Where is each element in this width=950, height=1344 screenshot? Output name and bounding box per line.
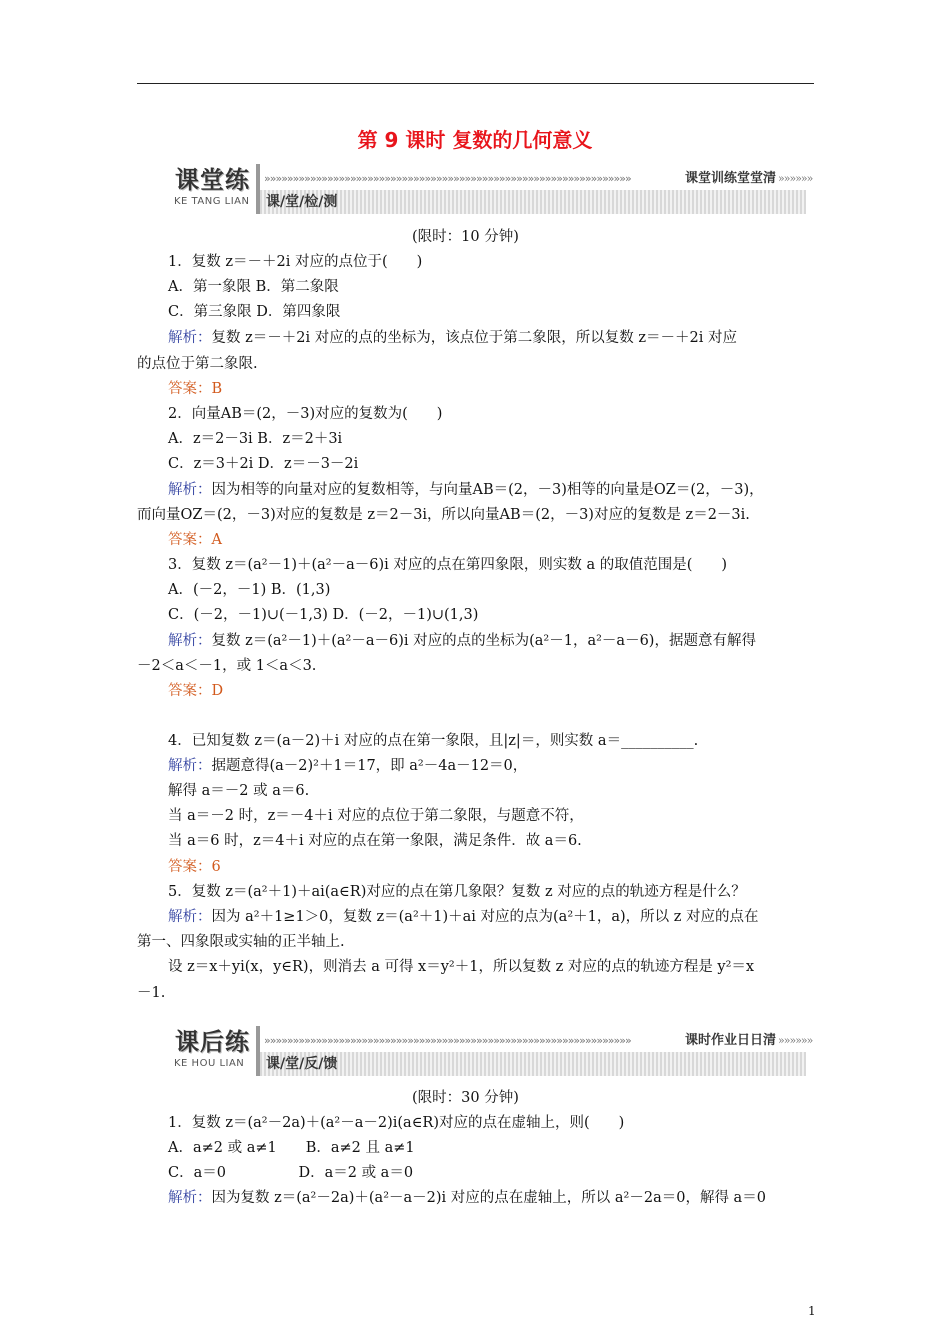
text-line	[168, 957, 754, 977]
text-line	[168, 1138, 415, 1158]
analysis-label: 解析：	[168, 909, 212, 925]
answer-label: 答案：	[168, 683, 212, 699]
text-content: 复数 z＝(a²－1)＋(a²－a－6)i 对应的点的坐标为(a²－1，a²－a－6)，据题意有解得	[211, 633, 756, 649]
text-line	[168, 731, 698, 751]
banner-sub-row	[260, 190, 806, 214]
answer-label: 答案：	[168, 859, 212, 875]
text-line	[168, 857, 221, 877]
text-line	[168, 277, 339, 297]
text-line	[137, 656, 316, 676]
text-content: A．z＝2－3i B．z＝2＋3i	[168, 431, 343, 447]
text-content: 5．复数 z＝(a²＋1)＋ai(a∈R)对应的点在第几象限？复数 z 对应的点的轨迹方程是什么？	[168, 884, 746, 900]
answer-label: 答案：	[168, 381, 212, 397]
text-line	[168, 454, 358, 474]
text-content: 当 a＝－2 时，z＝－4＋i 对应的点位于第二象限，与题意不符，	[168, 808, 584, 824]
chevron-arrows-icon: »»»»»»»»»»»»»»»»»»»»»»»»»»»»»»»»»»»»»»»»»»»»»»»»»»»»»»»»»»»»»»»»	[264, 1034, 631, 1047]
text-content: 复数 z＝－＋2i 对应的点的坐标为，该点位于第二象限，所以复数 z＝－＋2i 对应	[211, 330, 737, 346]
text-content: 据题意得(a－2)²＋1＝17，即 a²－4a－12＝0，	[211, 758, 528, 774]
text-line	[137, 354, 258, 374]
text-content: (限时：30 分钟)	[412, 1090, 519, 1106]
banner-sub-label: 课/堂/检/测	[266, 194, 338, 210]
banner-slogan: 课时作业日日清	[684, 1033, 776, 1048]
text-line	[168, 907, 759, 927]
text-line	[168, 1113, 624, 1133]
text-content: (限时：10 分钟)	[412, 229, 519, 245]
analysis-label: 解析：	[168, 1190, 212, 1206]
text-line	[412, 1088, 519, 1108]
text-line	[168, 580, 330, 600]
text-content: 因为相等的向量对应的复数相等，与向量AB＝(2，－3)相等的向量是OZ＝(2，－3)，	[211, 482, 764, 498]
text-line	[168, 1163, 413, 1183]
text-content: －2＜a＜－1，或 1＜a＜3.	[137, 658, 317, 674]
text-line	[168, 328, 737, 348]
text-line	[168, 806, 584, 826]
text-content: 当 a＝6 时，z＝4＋i 对应的点在第一象限，满足条件．故 a＝6.	[168, 833, 582, 849]
text-content: －1.	[137, 985, 166, 1001]
text-line	[137, 983, 165, 1003]
text-line	[168, 681, 223, 701]
analysis-label: 解析：	[168, 482, 212, 498]
text-line	[137, 505, 750, 525]
text-line	[168, 756, 527, 776]
banner-logo	[172, 1022, 256, 1080]
text-content: 1．复数 z＝(a²－2a)＋(a²－a－2)i(a∈R)对应的点在虚轴上，则( )	[168, 1115, 625, 1131]
text-content: A．a≠2 或 a≠1 B．a≠2 且 a≠1	[168, 1140, 415, 1156]
text-line	[168, 781, 309, 801]
text-content: A	[211, 532, 222, 548]
text-content: A．(－2，－1) B．(1,3)	[168, 582, 331, 598]
chevron-arrows-icon: »»»»»»	[778, 1034, 813, 1047]
page-title: 第 9 课时 复数的几何意义	[357, 128, 593, 152]
banner-logo-text: 课堂练	[175, 166, 250, 194]
text-content: 1．复数 z＝－＋2i 对应的点位于( )	[168, 254, 423, 270]
banner-logo-pinyin: KE HOU LIAN	[174, 1058, 245, 1069]
analysis-label: 解析：	[168, 633, 212, 649]
text-line	[168, 302, 340, 322]
banner-top-row	[264, 1032, 813, 1050]
banner-kehoulian	[172, 1022, 813, 1082]
chevron-arrows-icon: »»»»»»»»»»»»»»»»»»»»»»»»»»»»»»»»»»»»»»»»»»»»»»»»»»»»»»»»»»»»»»»»	[264, 172, 631, 185]
banner-top-row	[264, 170, 813, 188]
page-number: 1	[808, 1304, 816, 1318]
text-line	[168, 882, 746, 902]
answer-label: 答案：	[168, 532, 212, 548]
banner-slogan: 课堂训练堂堂清	[684, 171, 776, 186]
banner-sub-label: 课/堂/反/馈	[266, 1056, 338, 1072]
analysis-label: 解析：	[168, 330, 212, 346]
text-line	[168, 252, 422, 272]
banner-logo-pinyin: KE TANG LIAN	[174, 196, 250, 207]
text-content: 解得 a＝－2 或 a＝6.	[168, 783, 310, 799]
text-line	[137, 932, 345, 952]
text-line	[412, 227, 519, 247]
text-content: 而向量OZ＝(2，－3)对应的复数是 z＝2－3i，所以向量AB＝(2，－3)对应的复数是 z＝2－3i.	[137, 507, 750, 523]
text-content: 的点位于第二象限.	[137, 356, 258, 372]
text-line	[168, 429, 342, 449]
text-line	[168, 605, 478, 625]
text-content: 6	[211, 859, 221, 875]
text-content: 因为复数 z＝(a²－2a)＋(a²－a－2)i 对应的点在虚轴上，所以 a²－2a＝0，解得 a＝0	[211, 1190, 766, 1206]
text-content: C．(－2，－1)∪(－1,3) D．(－2，－1)∪(1,3)	[168, 607, 479, 623]
text-line	[168, 404, 442, 424]
banner-logo-text: 课后练	[175, 1028, 250, 1056]
chevron-arrows-icon: »»»»»»	[778, 172, 813, 185]
text-line	[168, 480, 764, 500]
banner-logo	[172, 160, 256, 218]
text-line	[168, 530, 222, 550]
text-line	[168, 1188, 766, 1208]
text-content: C．a＝0 D．a＝2 或 a＝0	[168, 1165, 414, 1181]
text-line	[168, 631, 756, 651]
banner-sub-row	[260, 1052, 806, 1076]
text-content: D	[211, 683, 224, 699]
text-line	[168, 831, 582, 851]
text-content: C．z＝3＋2i D．z＝－3－2i	[168, 456, 359, 472]
text-content: C．第三象限 D．第四象限	[168, 304, 341, 320]
text-content: A．第一象限 B．第二象限	[168, 279, 339, 295]
text-content: 2．向量AB＝(2，－3)对应的复数为( )	[168, 406, 443, 422]
top-rule	[137, 83, 814, 84]
text-content: 4．已知复数 z＝(a－2)＋i 对应的点在第一象限，且|z|＝，则实数 a＝__________.	[168, 733, 699, 749]
text-content: 因为 a²＋1≥1＞0，复数 z＝(a²＋1)＋ai 对应的点为(a²＋1，a)，所以 z 对应的点在	[211, 909, 759, 925]
text-content: 设 z＝x＋yi(x，y∈R)，则消去 a 可得 x＝y²＋1，所以复数 z 对应的点的轨迹方程是 y²＝x	[168, 959, 755, 975]
text-content: B	[211, 381, 223, 397]
banner-ketanglian	[172, 160, 813, 220]
text-content: 3．复数 z＝(a²－1)＋(a²－a－6)i 对应的点在第四象限，则实数 a 的取值范围是( )	[168, 557, 728, 573]
text-content: 第一、四象限或实轴的正半轴上.	[137, 934, 345, 950]
text-line	[168, 379, 222, 399]
text-line	[168, 555, 727, 575]
analysis-label: 解析：	[168, 758, 212, 774]
